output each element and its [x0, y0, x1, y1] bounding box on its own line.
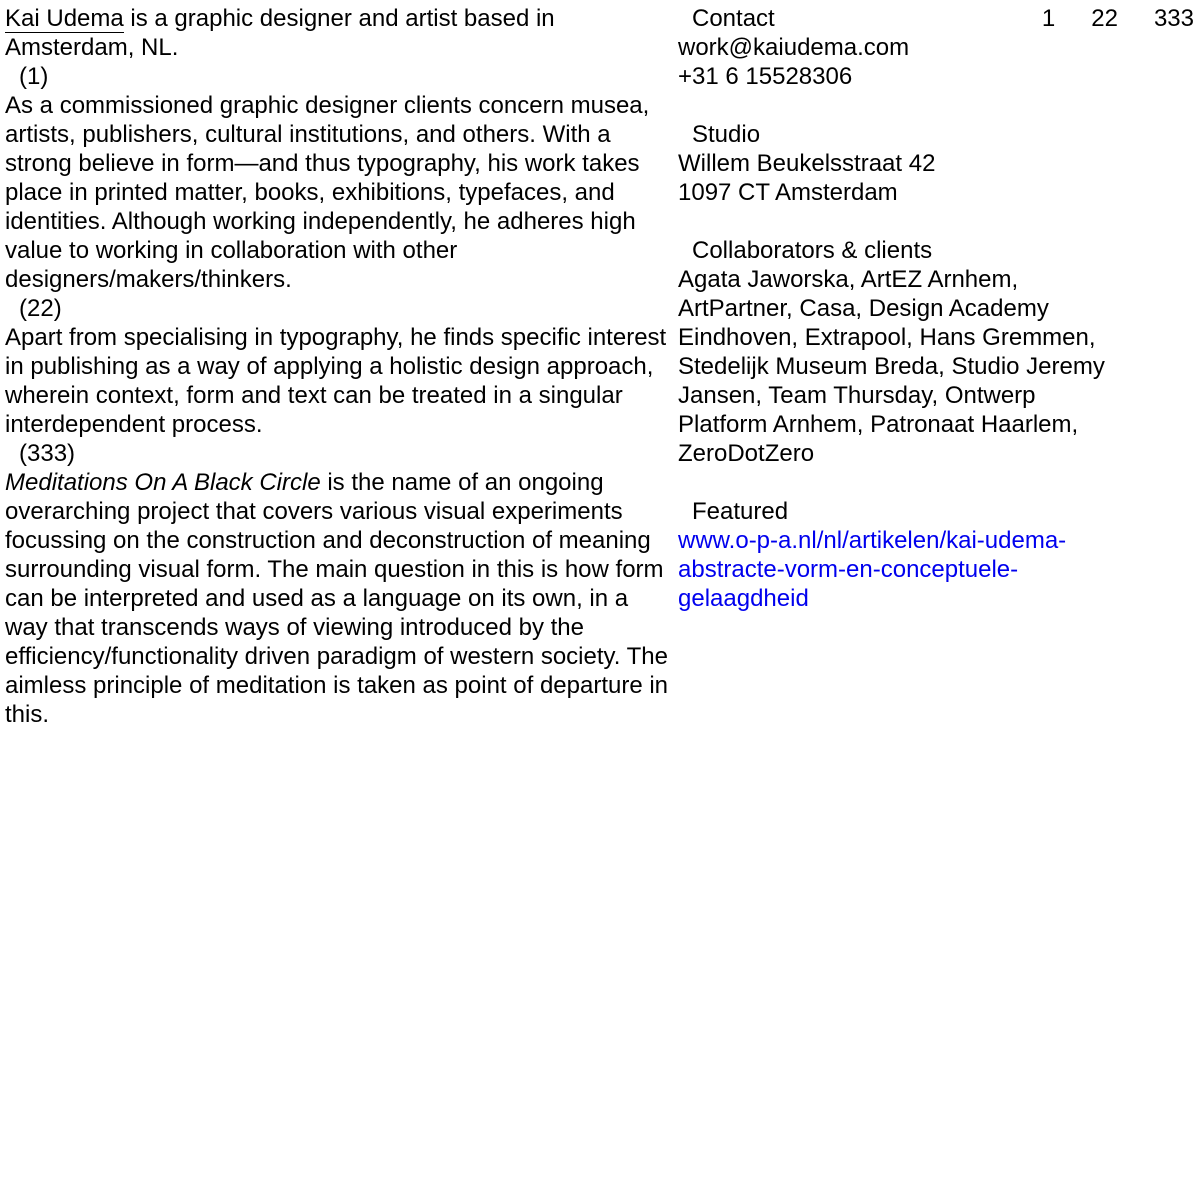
note-marker-22: (22) — [19, 295, 62, 322]
project-title: Meditations On A Black Circle — [5, 469, 321, 496]
phone-number: +31 6 15528306 — [678, 63, 853, 90]
section-1-text: As a commissioned graphic designer clients concern musea, artists, publishers, cultural institutions, and others. With a strong believe in form—and thus typography, his work takes place in printed matter, books, exhibitions, typefaces, and identities. Although working independently, he adheres high value to working in collaboration with other designers/makers/thinkers. — [5, 92, 650, 293]
section-333-text: is the name of an ongoing overarching project that covers various visual experiments focussing on the construction and deconstruction of meaning surrounding visual form. The main question in this is how form can be interpreted and used as a language on its own, in a way that transcends ways of viewing introduced by the efficiency/functionality driven paradigm of western society. The aimless principle of meditation is taken as point of departure in this. — [5, 469, 669, 728]
info-column — [678, 4, 1118, 613]
section-333-paragraph — [5, 468, 677, 729]
featured-article-link[interactable] — [678, 526, 1118, 613]
featured-label: Featured — [692, 498, 789, 525]
nav-item-1[interactable]: 1 — [1041, 5, 1056, 32]
intro-paragraph — [5, 4, 677, 62]
section-22-text: Apart from specialising in typography, he finds specific interest in publishing as a way of applying a holistic design approach, wherein context, form and text can be treated in a singular interdependent process. — [5, 324, 667, 438]
section-nav — [1042, 4, 1194, 33]
studio-address-line-1: Willem Beukelsstraat 42 — [678, 150, 936, 177]
nav-item-333[interactable]: 333 — [1153, 5, 1194, 32]
intro-text: is a graphic designer and artist based in Amsterdam, NL. — [5, 5, 555, 61]
main-text-column — [5, 4, 677, 729]
note-marker-1: (1) — [19, 63, 49, 90]
featured-link-line-1: www.o-p-a.nl/nl/artikelen/kai-udema- — [678, 527, 1067, 554]
featured-link-line-2: abstracte-vorm-en-conceptuele- — [678, 556, 1019, 583]
nav-item-22[interactable]: 22 — [1091, 5, 1118, 32]
featured-link-line-3: gelaagdheid — [678, 585, 809, 612]
collaborators-label: Collaborators & clients — [692, 237, 933, 264]
email-link[interactable]: work@kaiudema.com — [678, 34, 910, 61]
studio-label: Studio — [692, 121, 761, 148]
note-marker-333: (333) — [19, 440, 76, 467]
contact-label: Contact — [692, 5, 775, 32]
collaborators-list: Agata Jaworska, ArtEZ Arnhem, ArtPartner, Casa, Design Academy Eindhoven, Extrapool, Hans Gremmen, Stedelijk Museum Breda, Studio Jeremy Jansen, Team Thursday, Ontwerp Platform Arnhem, Patronaat Haarlem, ZeroDotZero — [678, 266, 1105, 467]
name-link[interactable]: Kai Udema — [5, 5, 124, 32]
studio-address-line-2: 1097 CT Amsterdam — [678, 179, 898, 206]
